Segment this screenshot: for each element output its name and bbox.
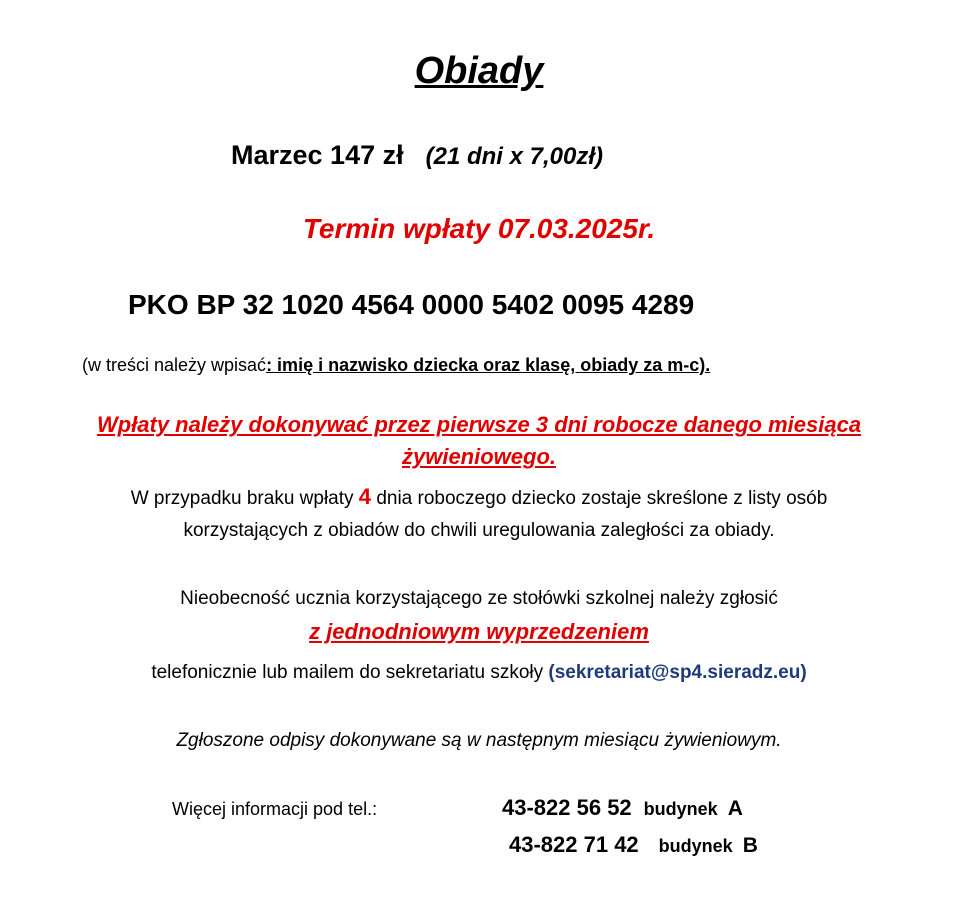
payment-deadline: Termin wpłaty 07.03.2025r. [302, 213, 656, 244]
month-price [231, 140, 603, 171]
building-label: budynek B [658, 834, 758, 857]
day-number: 4 [358, 484, 372, 509]
missed-line-1: W przypadku braku wpłaty 4 dnia roboczego dziecko zostaje skreślone z listy osób [130, 484, 828, 509]
month-label: Marzec 147 zł [231, 140, 404, 170]
absence-line-3: telefonicznie lub mailem do sekretariatu szkoły (sekretariat@sp4.sieradz.eu) [151, 662, 807, 683]
secretariat-email[interactable]: (sekretariat@sp4.sieradz.eu) [548, 662, 807, 683]
missed-payment-info [20, 481, 938, 547]
building-label: budynek A [643, 797, 743, 820]
payment-rule: Wpłaty należy dokonywać przez pierwsze 3 dni robocze danego miesiąca żywieniowego. [96, 412, 862, 469]
phone-row-b [509, 832, 758, 858]
missed-line-2: korzystających z obiadów do chwili uregulowania zaległości za obiady. [183, 520, 775, 541]
bank-account: PKO BP 32 1020 4564 0000 5402 0095 4289 [128, 289, 695, 320]
transfer-title-note [82, 355, 710, 376]
advance-notice: z jednodniowym wyprzedzeniem [309, 619, 649, 644]
phone-row-a [502, 795, 743, 821]
phone-number[interactable]: 43-822 71 42 [509, 832, 639, 857]
phone-number[interactable]: 43-822 56 52 [502, 795, 632, 820]
absence-line-1: Nieobecność ucznia korzystającego ze stołówki szkolnej należy zgłosić [180, 588, 778, 609]
contact-label: Więcej informacji pod tel.: [172, 799, 378, 819]
price-calculation: (21 dni x 7,00zł) [425, 143, 604, 170]
note-required-content: : imię i nazwisko dziecka oraz klasę, obiady za m-c). [266, 355, 711, 375]
deductions-note: Zgłoszone odpisy dokonywane są w następnym miesiącu żywieniowym. [176, 730, 782, 751]
note-prefix: (w treści należy wpisać [82, 355, 267, 375]
page-title: Obiady [414, 50, 544, 92]
